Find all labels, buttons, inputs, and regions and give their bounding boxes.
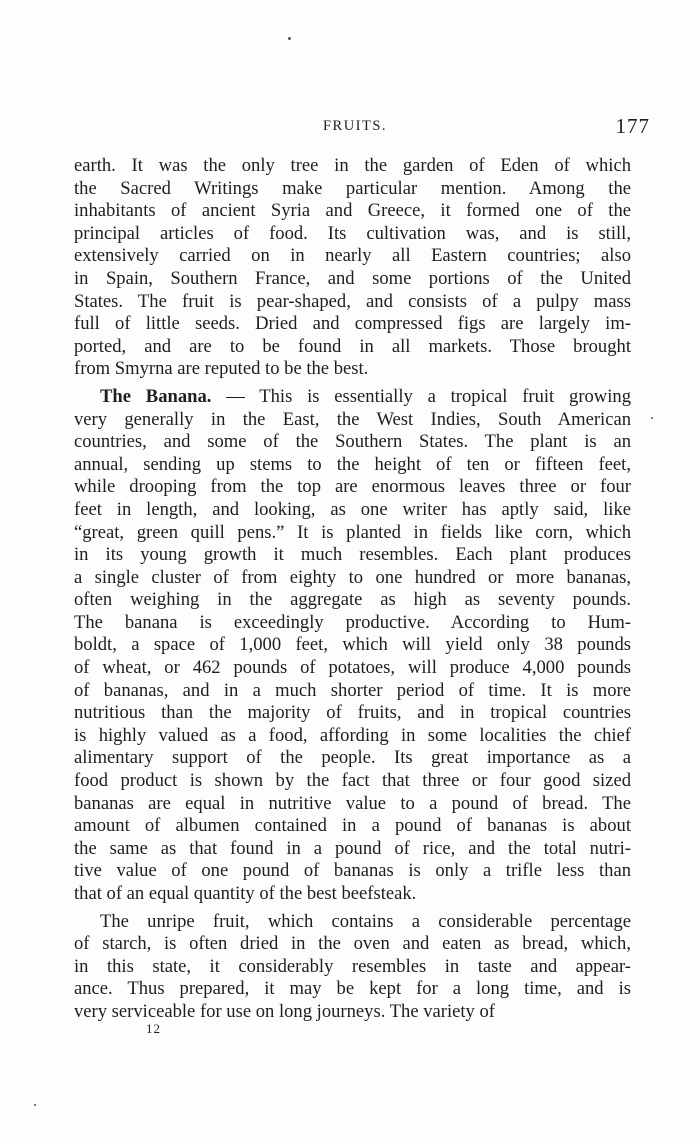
text-line (74, 358, 631, 381)
text-line (74, 956, 631, 979)
line-text: “great, green quill pens.” It is planted in fields like corn, which (74, 521, 631, 543)
line-text: The unripe fruit, which contains a considerable percentage (100, 910, 631, 932)
text-line (74, 657, 631, 680)
text-line (74, 747, 631, 770)
text-line (74, 178, 631, 201)
line-text: of bananas, and in a much shorter period of time. It is more (74, 679, 631, 701)
text-line (74, 431, 631, 454)
paragraph (74, 155, 631, 381)
text-line (74, 911, 631, 934)
text-line (74, 476, 631, 499)
line-text: inhabitants of ancient Syria and Greece, it formed one of the (74, 200, 631, 222)
line-text: The banana is exceedingly productive. According to Hum- (74, 611, 631, 633)
line-text: the Sacred Writings make particular mention. Among the (74, 177, 631, 199)
line-text: principal articles of food. Its cultivation was, and is still, (74, 222, 631, 244)
text-line (74, 567, 631, 590)
paragraph (74, 386, 631, 906)
text-line (74, 200, 631, 223)
running-title: FRUITS. (322, 118, 388, 134)
text-line (74, 522, 631, 545)
text-line (74, 634, 631, 657)
line-text: that of an equal quantity of the best beefsteak. (74, 883, 417, 904)
line-text: is highly valued as a food, affording in some localities the chief (74, 724, 631, 746)
text-line (74, 860, 631, 883)
line-text: full of little seeds. Dried and compressed figs are largely im- (74, 313, 631, 335)
line-text: — This is essentially a tropical fruit growing (211, 385, 631, 407)
line-text: of starch, is often dried in the oven and eaten as bread, which, (74, 933, 631, 955)
line-text: tive value of one pound of bananas is only a trifle less than (74, 860, 631, 882)
text-line (74, 454, 631, 477)
paragraph (74, 911, 631, 1024)
line-text: in Spain, Southern France, and some portions of the United (74, 267, 631, 289)
text-line (74, 589, 631, 612)
line-text: in this state, it considerably resembles in taste and appear- (74, 955, 631, 977)
text-line (74, 544, 631, 567)
text-line (74, 815, 631, 838)
line-text: from Smyrna are reputed to be the best. (74, 358, 369, 380)
line-text: amount of albumen contained in a pound of bananas is about (74, 815, 631, 837)
line-text: of wheat, or 462 pounds of potatoes, will produce 4,000 pounds (74, 657, 631, 679)
line-text: boldt, a space of 1,000 feet, which will yield only 38 pounds (74, 634, 631, 656)
ink-speck (288, 37, 291, 40)
text-line (74, 612, 631, 635)
line-text: bananas are equal in nutritive value to a pound of bread. The (74, 792, 631, 814)
page-number: 177 (615, 114, 650, 138)
text-line (74, 499, 631, 522)
line-text: very generally in the East, the West Indies, South American (74, 408, 631, 430)
signature-mark: 12 (146, 1021, 161, 1036)
line-text: often weighing in the aggregate as high as seventy pounds. (74, 589, 631, 611)
line-text: a single cluster of from eighty to one hundred or more bananas, (74, 566, 631, 588)
text-line (74, 313, 631, 336)
text-line (74, 223, 631, 246)
line-text: while drooping from the top are enormous leaves three or four (74, 476, 631, 498)
section-side-head: The Banana. (100, 385, 212, 407)
line-text: feet in length, and looking, as one writer has aptly said, like (74, 498, 631, 520)
line-text: in its young growth it much resembles. Each plant produces (74, 544, 631, 566)
line-text: the same as that found in a pound of rice, and the total nutri- (74, 837, 631, 859)
running-head (70, 114, 650, 144)
line-text: nutritious than the majority of fruits, and in tropical countries (74, 702, 631, 724)
line-text: ported, and are to be found in all markets. Those brought (74, 335, 631, 357)
ink-speck (651, 417, 653, 419)
line-text: alimentary support of the people. Its great importance as a (74, 747, 631, 769)
line-text: countries, and some of the Southern States. The plant is an (74, 431, 631, 453)
line-text: States. The fruit is pear-shaped, and consists of a pulpy mass (74, 290, 631, 312)
text-line (74, 770, 631, 793)
line-text: food product is shown by the fact that three or four good sized (74, 770, 631, 792)
text-line (74, 883, 631, 906)
line-text: annual, sending up stems to the height of ten or fifteen feet, (74, 453, 631, 475)
line-text: earth. It was the only tree in the garden of Eden of which (74, 155, 631, 176)
text-line (74, 978, 631, 1001)
ink-speck (34, 1104, 36, 1106)
body-text (74, 155, 631, 1024)
line-text: very serviceable for use on long journeys. The variety of (74, 1000, 495, 1022)
text-line (74, 933, 631, 956)
text-line (74, 336, 631, 359)
text-line (74, 268, 631, 291)
text-line (74, 838, 631, 861)
text-line (74, 793, 631, 816)
text-line (74, 155, 631, 178)
text-line (74, 245, 631, 268)
text-line (74, 702, 631, 725)
text-line (74, 386, 631, 409)
line-text: extensively carried on in nearly all Eastern countries; also (74, 245, 631, 267)
line-text: ance. Thus prepared, it may be kept for a long time, and is (74, 978, 631, 1000)
text-line (74, 725, 631, 748)
text-line (74, 680, 631, 703)
text-line (74, 409, 631, 432)
text-line (74, 291, 631, 314)
